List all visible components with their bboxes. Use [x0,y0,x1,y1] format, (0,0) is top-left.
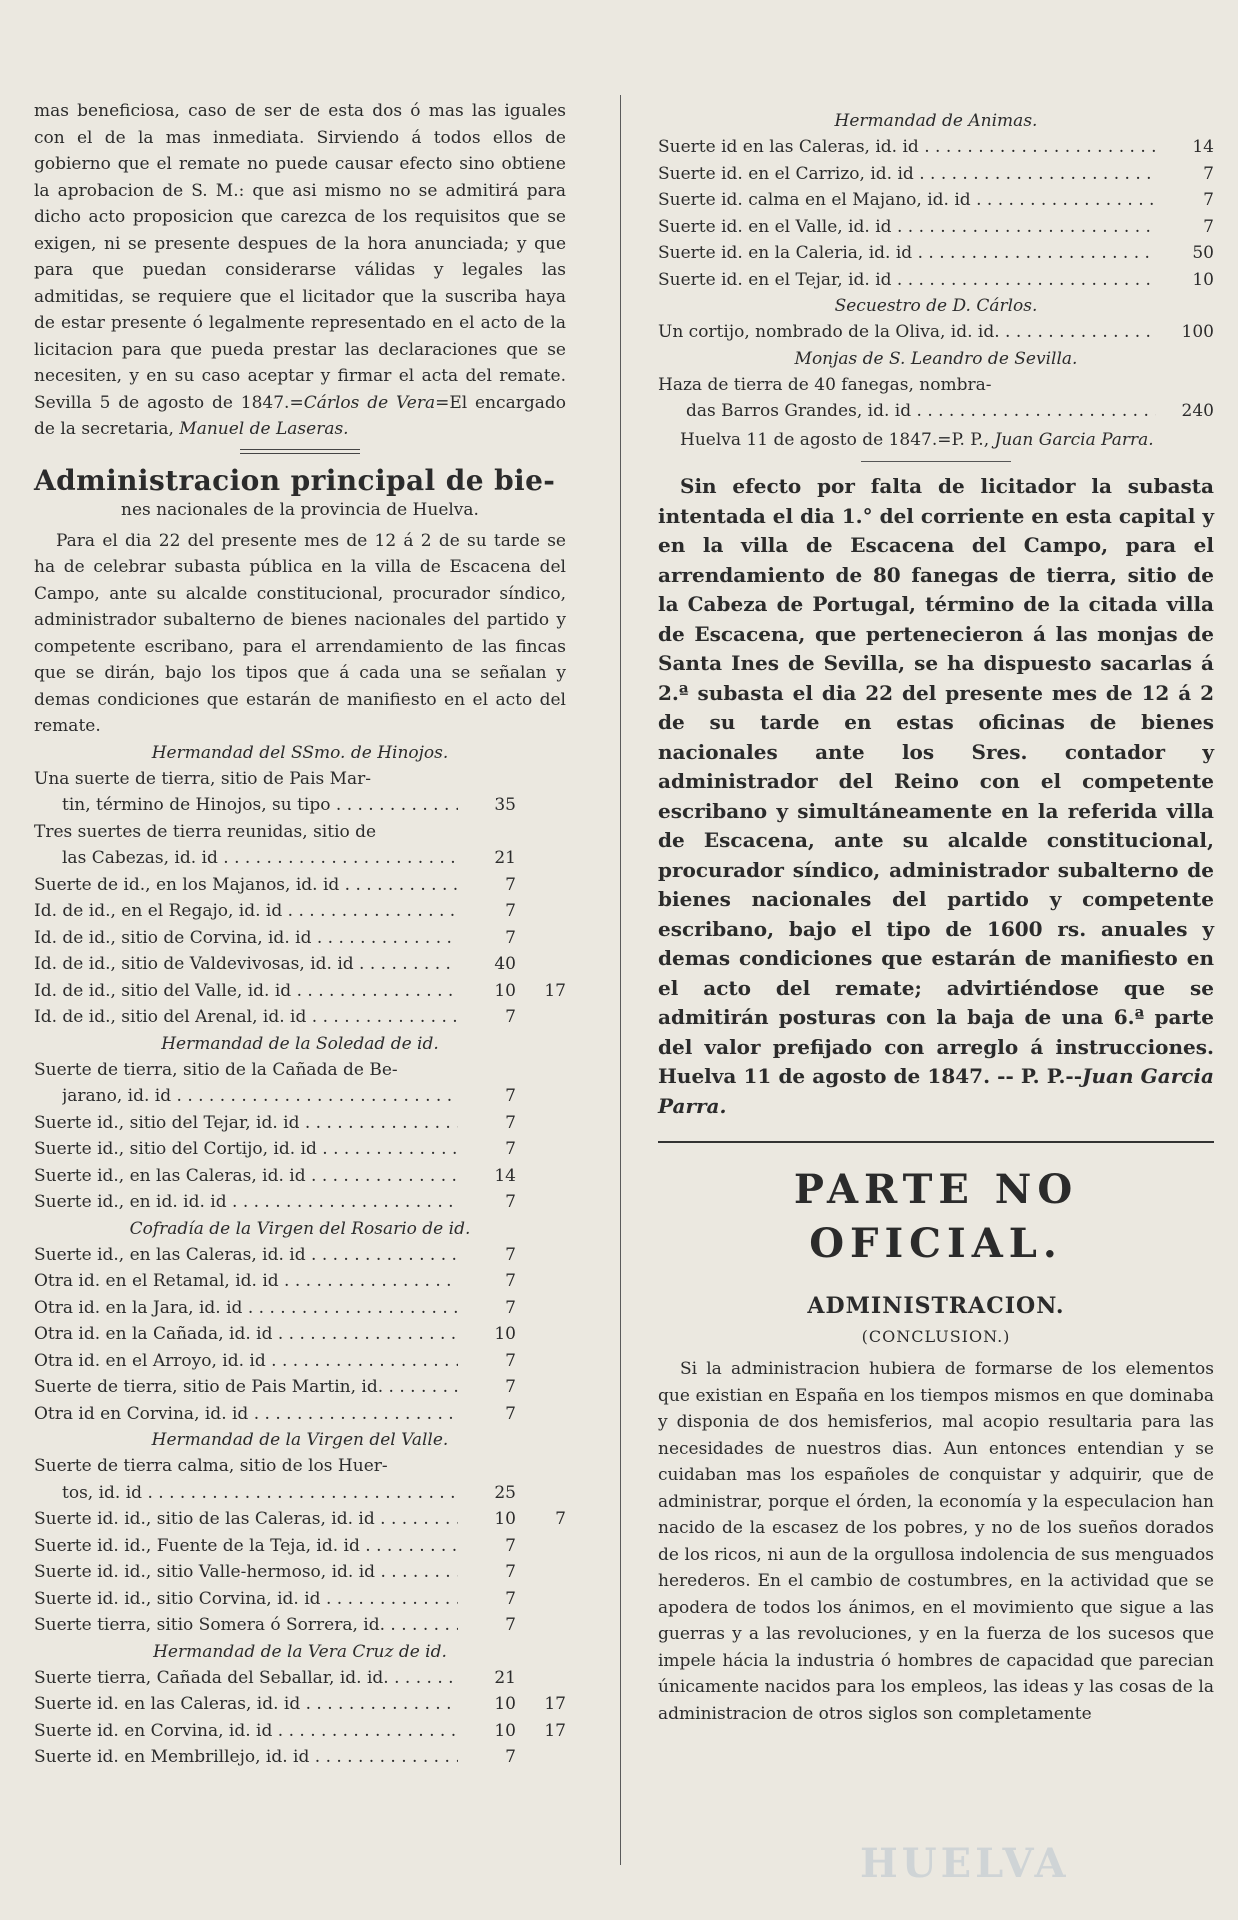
entry-value: 240 [1181,401,1214,421]
entry-row [34,1295,566,1322]
entry-description: Suerte de tierra, sitio de Pais Martin, id. . . . [34,1374,458,1401]
section-title: Hermandad de la Virgen del Valle. [151,1430,449,1450]
conclusion-label: (CONCLUSION.) [861,1327,1011,1346]
entry-row [658,161,1214,188]
property-list-right [658,108,1214,425]
entry-value: 7 [1203,216,1214,237]
entry-description: jarano, id. id . . . [62,1083,458,1110]
entry-value: 10 [494,1694,516,1714]
entry-value: 7 [505,874,516,895]
entry-description: Suerte id. id., sitio de las Caleras, id. id . . . [34,1506,458,1533]
entry-row [658,398,1214,425]
entry-value: 10 [494,980,516,1001]
entry-description: Suerte id. en Membrillejo, id. id . . . [34,1744,458,1771]
entry-description: das Barros Grandes, id. id . . . [686,398,1156,425]
entry-value: 7 [505,1112,516,1133]
entry-description: Id. de id., sitio de Corvina, id. id . . . [34,925,458,952]
entry-description: Suerte id., en las Caleras, id. id . . . [34,1163,458,1190]
entry-description: Id. de id., en el Regajo, id. id . . . [34,898,458,925]
entry-row [658,214,1214,241]
entry-row [34,951,566,978]
entry-description: Suerte id en las Caleras, id. id . . . [658,134,1156,161]
entry-value: 7 [1203,190,1214,210]
entry-description: Suerte id. id., sitio Corvina, id. id . . . [34,1586,458,1613]
entry-description: Otra id. en la Jara, id. id . . . [34,1295,458,1322]
entry-row [34,1480,566,1507]
entry-row [34,978,566,1005]
entry-row [34,1321,566,1348]
entry-description: Suerte id., en las Caleras, id. id . . . [34,1242,458,1269]
entry-description: Otra id. en el Arroyo, id. id . . . [34,1348,458,1375]
entry-row [34,1691,566,1718]
entry-text: Suerte de tierra, sitio de la Cañada de Be- [34,1059,398,1080]
entry-description: Suerte id., sitio del Tejar, id. id . . . [34,1110,458,1137]
entry-row [34,1348,566,1375]
entry-text: Haza de tierra de 40 fanegas, nombra- [658,374,992,395]
entry-extra: 7 [555,1509,566,1529]
administracion-heading: ADMINISTRACION. [807,1293,1065,1319]
entry-description: Otra id en Corvina, id. id . . . [34,1401,458,1428]
entry-description: Suerte id. en las Caleras, id. id . . . [34,1691,458,1718]
entry-description: Id. de id., sitio del Arenal, id. id . . . [34,1004,458,1031]
entry-row [34,925,566,952]
entry-description: tin, término de Hinojos, su tipo . . . [62,792,458,819]
entry-value: 21 [494,1667,516,1688]
entry-description: tos, id. id . . . [62,1480,458,1507]
entry-text: Una suerte de tierra, sitio de Pais Mar- [34,768,372,789]
intro-paragraph: mas beneficiosa, caso de ser de esta dos ó mas las iguales con el de la mas inmediata. Sirviendo á todos ellos de gobierno que el remate no puede causar efecto sino obtiene la aprobacion de S. M.: que asi mismo no se admitirá para dicho acto proposicion que carezca de los requisitos que se exigen, ni se presente despues de la hora anunciada; y que para que puedan considerarse válidas y legales las admitidas, se requiere que el licitador que la suscriba haya de estar presente ó legalmente representado en el acto de la licitacion para que pueda prestar las declaraciones que se necesiten, y en su caso aceptar y firmar el acta del remate. Sevilla 5 de agosto de 1847.=Cárlos de Vera=El encargado de la secretaria, Manuel de Laseras. [34,101,566,439]
entry-description: Suerte id. id., Fuente de la Teja, id. id . . . [34,1533,458,1560]
entry-row [34,1533,566,1560]
section-title: Hermandad del SSmo. de Hinojos. [151,742,449,763]
entry-value: 7 [505,1139,516,1159]
entry-value: 7 [505,901,516,921]
entry-value: 7 [505,1747,516,1767]
short-rule [861,461,1011,462]
signature-line: Huelva 11 de agosto de 1847.=P. P., Juan Garcia Parra. [680,429,1154,450]
entry-row [34,1242,566,1269]
entry-value: 10 [494,1324,516,1344]
entry-value: 25 [494,1482,516,1503]
section-title: Monjas de S. Leandro de Sevilla. [794,348,1078,369]
entry-row [34,792,566,819]
entry-row [34,1401,566,1428]
entry-description: Suerte id., en id. id. id . . . [34,1189,458,1216]
property-list-left [34,740,566,1771]
entry-description: Id. de id., sitio de Valdevivosas, id. id . . . [34,951,458,978]
entry-value: 7 [505,1588,516,1609]
entry-row [34,1718,566,1745]
entry-row [34,872,566,899]
entry-description: Suerte id. en el Tejar, id. id . . . [658,267,1156,294]
entry-value: 14 [494,1165,516,1186]
entry-description: Suerte de id., en los Majanos, id. id . . . [34,872,458,899]
second-subasta-notice: Sin efecto por falta de licitador la subasta intentada el dia 1.° del corriente en esta capital y en la villa de Escacena del Campo, para el arrendamiento de 80 fanegas de tierra, sitio de la Cabeza de Portugal, término de la citada villa de Escacena, que pertenecieron á las monjas de Santa Ines de Sevilla, se ha dispuesto sacarlas á 2.ª subasta el dia 22 del presente mes de 12 á 2 de su tarde en estas oficinas de bienes nacionales ante los Sres. contador y administrador del Reino con el competente escribano y simultáneamente en la referida villa de Escacena, ante su alcalde constitucional, procurador síndico, administrador subalterno de bienes nacionales del partido y competente escribano, bajo el tipo de 1600 rs. anuales y demas condiciones que estarán de manifiesto en el acto del remate; advirtiéndose que se admitirán posturas con la baja de una 6.ª parte del valor prefijado con arreglo á instrucciones. Huelva 11 de agosto de 1847. -- P. P.--Juan Garcia Parra. [658,474,1214,1118]
section-title: Cofradía de la Virgen del Rosario de id. [129,1218,471,1239]
entry-value: 7 [505,1297,516,1318]
entry-value: 7 [505,927,516,948]
entry-row [34,1268,566,1295]
parte-no-oficial-heading: PARTE NO OFICIAL. [793,1166,1079,1267]
entry-value: 14 [1192,137,1214,157]
entry-row [34,1586,566,1613]
entry-value: 35 [494,795,516,815]
entry-text: Tres suertes de tierra reunidas, sitio de [34,821,377,842]
entry-value: 100 [1181,322,1214,342]
entry-description: Un cortijo, nombrado de la Oliva, id. id. . . . [658,319,1156,346]
entry-value: 10 [494,1509,516,1529]
entry-row [34,1665,566,1692]
entry-description: Suerte id. en Corvina, id. id . . . [34,1718,458,1745]
entry-value: 7 [505,1403,516,1424]
essay-paragraph: Si la administracion hubiera de formarse de los elementos que existian en España en los tiempos mismos en que dominaba y disponia de dos hemisferios, mal acopio resultaria para las necesidades de nuestros dias. Aun entonces entendian y se cuidaban mas los españoles de conquistar y adquirir, que de administrar, porque el órden, la economía y la especulacion han nacido de la escasez de los pobres, y no de los sueños dorados de los ricos, ni aun de la orgullosa indolencia de sus menguados herederos. En el cambio de costumbres, en la actividad que se apodera de todos los ánimos, en el movimiento que sigue a las guerras y a las revoluciones, y en la fuerza de los sucesos que impele hácia la industria ó hombres de capacidad que parecian únicamente nacidos para los empleos, las ideas y las cosas de la administracion de otros siglos son completamente [658,1359,1214,1724]
entry-row [658,267,1214,294]
section-title: Hermandad de la Soledad de id. [161,1033,439,1054]
entry-row [34,1004,566,1031]
entry-row [658,240,1214,267]
column-divider [620,95,621,1865]
entry-row [34,1163,566,1190]
entry-value: 7 [505,1562,516,1582]
entry-description: Otra id. en la Cañada, id. id . . . [34,1321,458,1348]
entry-description: Suerte id. en la Caleria, id. id . . . [658,240,1156,267]
entry-description: Suerte id. en el Carrizo, id. id . . . [658,161,1156,188]
entry-text: Suerte de tierra calma, sitio de los Huer- [34,1456,388,1476]
entry-value: 50 [1192,243,1214,263]
entry-description: Suerte tierra, Cañada del Seballar, id. id. . . . [34,1665,458,1692]
section-title: Secuestro de D. Cárlos. [834,296,1038,316]
entry-value: 7 [505,1244,516,1265]
entry-row [658,319,1214,346]
entry-row [34,1612,566,1639]
left-column [34,98,566,1771]
entry-row [658,187,1214,214]
entry-description: Id. de id., sitio del Valle, id. id . . . [34,978,458,1005]
entry-row [34,1136,566,1163]
entry-value: 7 [505,1007,516,1027]
entry-row [34,1110,566,1137]
entry-extra: 17 [544,1720,566,1741]
entry-extra: 17 [544,1694,566,1714]
entry-description: Suerte id., sitio del Cortijo, id. id . . . [34,1136,458,1163]
section-title: Hermandad de Animas. [834,111,1038,131]
entry-description: Suerte id. id., sitio Valle-hermoso, id. id . . . [34,1559,458,1586]
entry-value: 7 [505,1271,516,1291]
entry-value: 7 [505,1192,516,1212]
entry-row [34,1506,566,1533]
entry-row [34,845,566,872]
entry-row [658,134,1214,161]
entry-value: 7 [505,1086,516,1106]
admin-heading: Administracion principal de bie- [34,463,556,497]
entry-row [34,898,566,925]
entry-description: Otra id. en el Retamal, id. id . . . [34,1268,458,1295]
section-rule [658,1141,1214,1143]
entry-value: 7 [505,1377,516,1397]
entry-value: 7 [505,1615,516,1635]
entry-value: 7 [505,1535,516,1556]
entry-row [34,1083,566,1110]
admin-subheading: nes nacionales de la provincia de Huelva. [121,499,479,520]
entry-value: 10 [494,1720,516,1741]
section-title: Hermandad de la Vera Cruz de id. [153,1641,447,1662]
ornament-rule [240,449,360,454]
entry-description: Suerte tierra, sitio Somera ó Sorrera, id. . . . [34,1612,458,1639]
entry-row [34,1374,566,1401]
entry-value: 21 [494,848,516,868]
watermark-text: HUELVA [860,1840,1070,1887]
entry-extra: 17 [544,980,566,1001]
right-column [658,108,1214,1727]
entry-row [34,1744,566,1771]
subasta-paragraph: Para el dia 22 del presente mes de 12 á 2 de su tarde se ha de celebrar subasta pública en la villa de Escacena del Campo, ante su alcalde constitucional, procurador síndico, administrador subalterno de bienes nacionales del partido y competente escribano, para el arrendamiento de las fincas que se dirán, bajo los tipos que á cada una se señalan y demas condiciones que estarán de manifiesto en el acto del remate. [34,530,566,736]
entry-row [34,1189,566,1216]
entry-value: 10 [1192,269,1214,290]
entry-value: 7 [1203,163,1214,184]
entry-description: las Cabezas, id. id . . . [62,845,458,872]
entry-description: Suerte id. en el Valle, id. id . . . [658,214,1156,241]
entry-row [34,1559,566,1586]
entry-value: 40 [494,954,516,974]
entry-description: Suerte id. calma en el Majano, id. id . . . [658,187,1156,214]
entry-value: 7 [505,1350,516,1371]
